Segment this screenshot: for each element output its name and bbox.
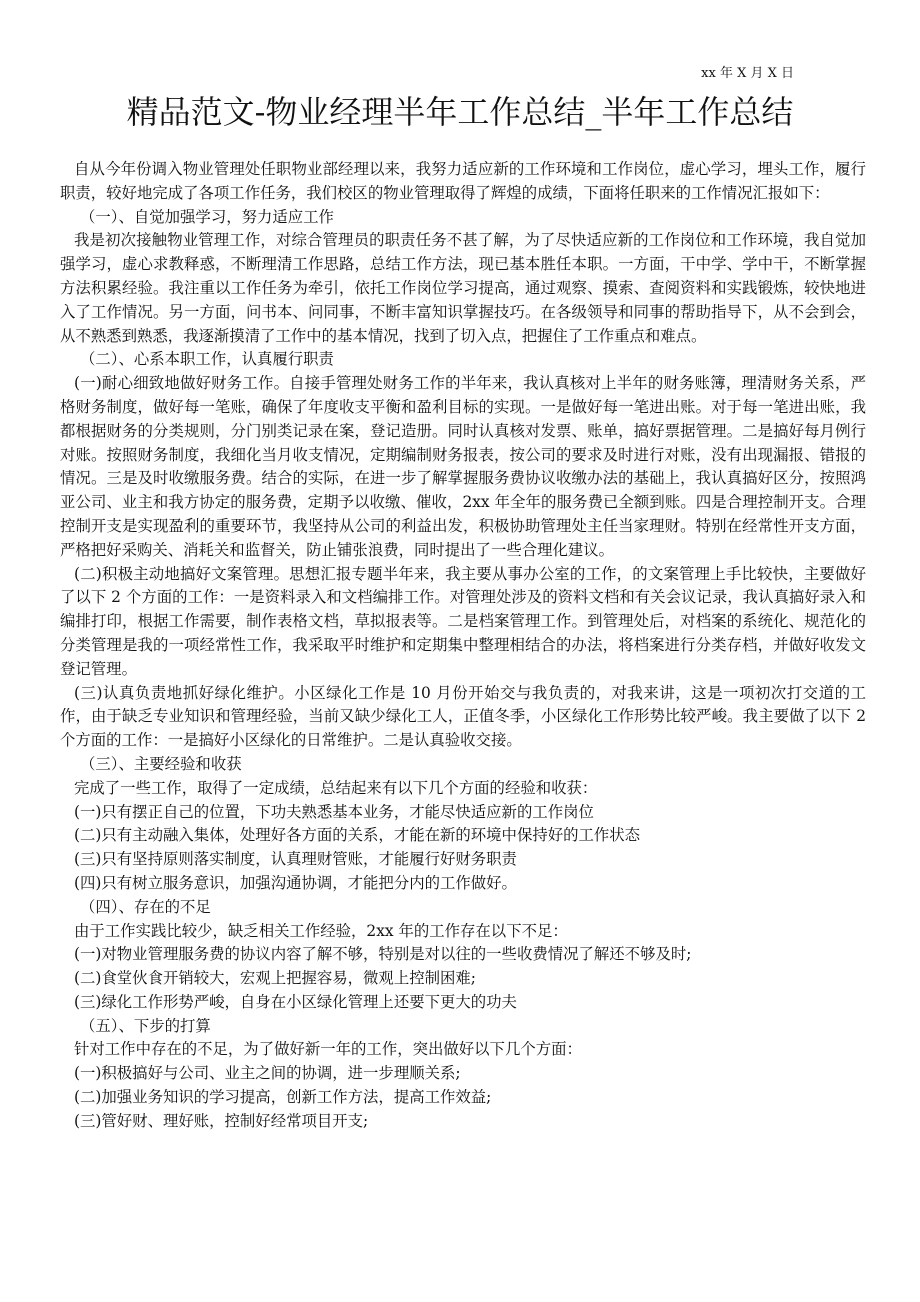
section-1-heading: （一）、自觉加强学习，努力适应工作 [80, 207, 334, 226]
section-3-intro: 完成了一些工作，取得了一定成绩，总结起来有以下几个方面的经验和收获： [74, 778, 598, 797]
section-1-paragraph: 我是初次接触物业管理工作，对综合管理员的职责任务不甚了解，为了尽快适应新的工作岗位和工作环境，我自觉加强学习，虚心求教释惑，不断理清工作思路，总结工作方法，现已基本胜任本职。一方面，干中学、学中干，不断掌握方法积累经验。我注重以工作任务为牵引，依托工作岗位学习提高，通过观察、摸索、查阅资料和实践锻炼，较快地进入了工作情况。另一方面，问书本、问同事，不断丰富知识掌握技巧。在各级领导和同事的帮助指导下，从不会到会，从不熟悉到熟悉，我逐渐摸清了工作中的基本情况，找到了切入点，把握住了工作重点和难点。 [60, 231, 866, 345]
section-2-heading: （二）、心系本职工作，认真履行职责 [80, 350, 334, 369]
document-body [60, 158, 866, 1134]
section-5-item: (二)加强业务知识的学习提高，创新工作方法，提高工作效益; [74, 1088, 492, 1107]
section-4-heading: （四）、存在的不足 [80, 897, 211, 916]
intro-paragraph: 自从今年份调入物业管理处任职物业部经理以来，我努力适应新的工作环境和工作岗位，虚心学习，埋头工作，履行职责，较好地完成了各项工作任务，我们校区的物业管理取得了辉煌的成绩，下面将任职来的工作情况汇报如下： [60, 160, 866, 202]
section-2-greening-paragraph: (三)认真负责地抓好绿化维护。小区绿化工作是 10 月份开始交与我负责的，对我来讲，这是一项初次打交道的工作，由于缺乏专业知识和管理经验，当前又缺少绿化工人，正值冬季，小区绿化工作形势比较严峻。我主要做了以下 2 个方面的工作：一是搞好小区绿化的日常维护。二是认真验收交接。 [60, 683, 866, 750]
section-2-finance-paragraph: (一)耐心细致地做好财务工作。自接手管理处财务工作的半年来，我认真核对上半年的财务账簿，理清财务关系，严格财务制度，做好每一笔账，确保了年度收支平衡和盈利目标的实现。一是做好每一笔进出账。对于每一笔进出账，我都根据财务的分类规则，分门别类记录在案，登记造册。同时认真核对发票、账单，搞好票据管理。二是搞好每月例行对账。按照财务制度，我细化当月收支情况，定期编制财务报表，按公司的要求及时进行对账，没有出现漏报、错报的情况。三是及时收缴服务费。结合的实际，在进一步了解掌握服务费协议收缴办法的基础上，我认真搞好区分，按照鸿亚公司、业主和我方协定的服务费，定期予以收缴、催收，2xx 年全年的服务费已全额到账。四是合理控制开支。合理控制开支是实现盈利的重要环节，我坚持从公司的利益出发，积极协助管理处主任当家理财。特别在经常性开支方面，严格把好采购关、消耗关和监督关，防止铺张浪费，同时提出了一些合理化建议。 [60, 374, 866, 559]
section-5-item: (一)积极搞好与公司、业主之间的协调，进一步理顺关系; [74, 1064, 461, 1083]
document-title: 精品范文-物业经理半年工作总结_半年工作总结 [126, 93, 794, 131]
section-5-intro: 针对工作中存在的不足，为了做好新一年的工作，突出做好以下几个方面： [74, 1040, 582, 1059]
section-4-intro: 由于工作实践比较少，缺乏相关工作经验，2xx 年的工作存在以下不足： [74, 921, 568, 940]
section-4-item: (一)对物业管理服务费的协议内容了解不够，特别是对以往的一些收费情况了解还不够及时; [74, 945, 692, 964]
section-3-item: (一)只有摆正自己的位置，下功夫熟悉基本业务，才能尽快适应新的工作岗位 [74, 802, 594, 821]
section-5-item: (三)管好财、理好账，控制好经常项目开支; [74, 1111, 369, 1130]
section-4-item: (三)绿化工作形势严峻，自身在小区绿化管理上还要下更大的功夫 [74, 992, 517, 1011]
section-5-heading: （五）、下步的打算 [80, 1016, 211, 1035]
section-4-item: (二)食堂伙食开销较大，宏观上把握容易，微观上控制困难; [74, 969, 476, 988]
section-3-heading: （三）、主要经验和收获 [80, 754, 242, 773]
document-date: xx 年 X 月 X 日 [701, 66, 794, 81]
section-3-item: (三)只有坚持原则落实制度，认真理财管账，才能履行好财务职责 [74, 850, 517, 869]
section-3-item: (四)只有树立服务意识，加强沟通协调，才能把分内的工作做好。 [74, 873, 517, 892]
section-3-item: (二)只有主动融入集体，处理好各方面的关系，才能在新的环境中保持好的工作状态 [74, 826, 641, 845]
section-2-document-paragraph: (二)积极主动地搞好文案管理。思想汇报专题半年来，我主要从事办公室的工作，的文案管理上手比较快，主要做好了以下 2 个方面的工作：一是资料录入和文档编排工作。对管理处涉及的资料文档和有关会议记录，我认真搞好录入和编排打印，根据工作需要，制作表格文档，草拟报表等。二是档案管理工作。到管理处后，对档案的系统化、规范化的分类管理是我的一项经常性工作，我采取平时维护和定期集中整理相结合的办法，将档案进行分类存档，并做好收发文登记管理。 [60, 564, 866, 678]
